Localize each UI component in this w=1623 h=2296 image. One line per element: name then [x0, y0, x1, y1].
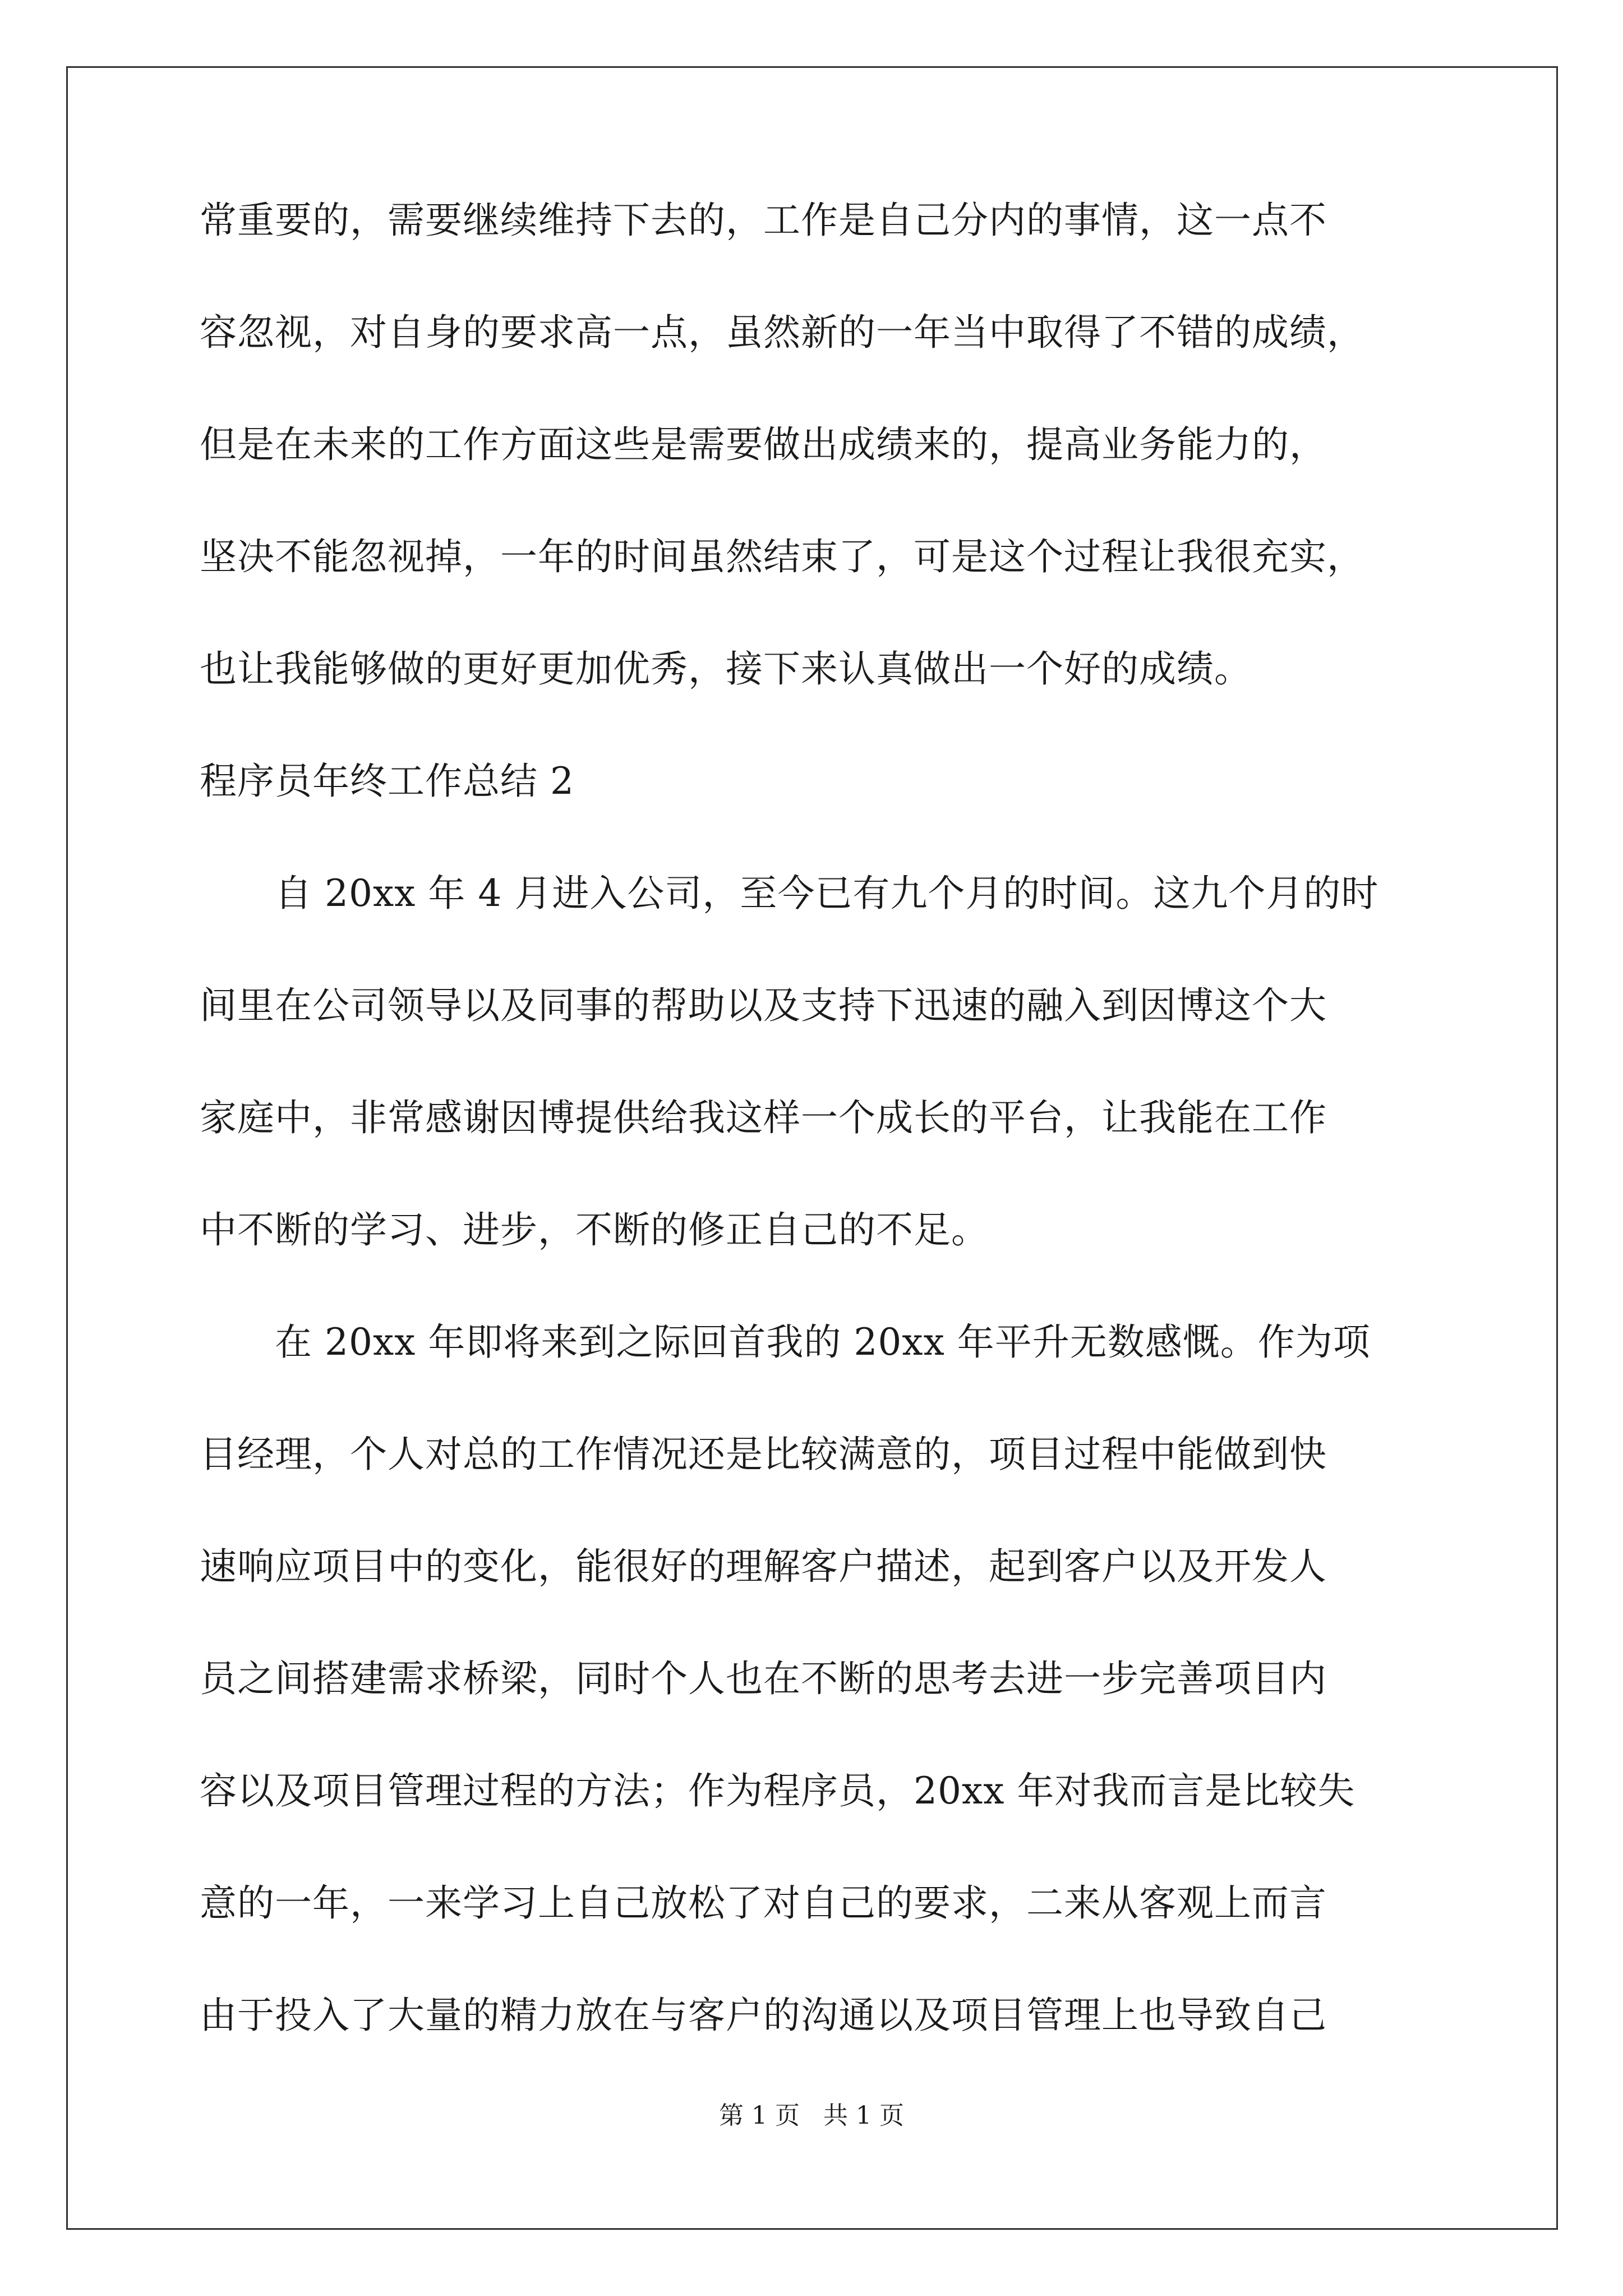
text-line: 由于投入了大量的精力放在与客户的沟通以及项目管理上也导致自己 — [200, 1994, 1327, 2037]
page-footer: 第 1 页 共 1 页 — [719, 2101, 904, 2130]
text-line: 目经理，个人对总的工作情况还是比较满意的，项目过程中能做到快 — [200, 1433, 1327, 1476]
text-line: 员之间搭建需求桥梁，同时个人也在不断的思考去进一步完善项目内 — [200, 1657, 1327, 1700]
text-line: 常重要的，需要继续维持下去的，工作是自己分内的事情，这一点不 — [200, 199, 1327, 242]
text-line: 容以及项目管理过程的方法；作为程序员，20xx 年对我而言是比较失 — [200, 1769, 1355, 1812]
text-line: 间里在公司领导以及同事的帮助以及支持下迅速的融入到因博这个大 — [200, 984, 1327, 1027]
text-line: 家庭中，非常感谢因博提供给我这样一个成长的平台，让我能在工作 — [200, 1096, 1327, 1139]
text-line: 在 20xx 年即将来到之际回首我的 20xx 年平升无数感慨。作为项 — [275, 1320, 1371, 1364]
section-heading: 程序员年终工作总结 2 — [200, 760, 574, 803]
text-line: 坚决不能忽视掉，一年的时间虽然结束了，可是这个过程让我很充实， — [200, 535, 1364, 578]
text-line: 中不断的学习、进步，不断的修正自己的不足。 — [200, 1208, 989, 1251]
text-line: 自 20xx 年 4 月进入公司，至今已有九个月的时间。这九个月的时 — [275, 872, 1379, 915]
text-line: 容忽视，对自身的要求高一点，虽然新的一年当中取得了不错的成绩， — [200, 311, 1364, 354]
text-line: 意的一年，一来学习上自己放松了对自己的要求，二来从客观上而言 — [200, 1881, 1327, 1925]
text-line: 速响应项目中的变化，能很好的理解客户描述，起到客户以及开发人 — [200, 1545, 1327, 1588]
text-line: 也让我能够做的更好更加优秀，接下来认真做出一个好的成绩。 — [200, 647, 1252, 691]
text-line: 但是在未来的工作方面这些是需要做出成绩来的，提高业务能力的， — [200, 423, 1327, 466]
